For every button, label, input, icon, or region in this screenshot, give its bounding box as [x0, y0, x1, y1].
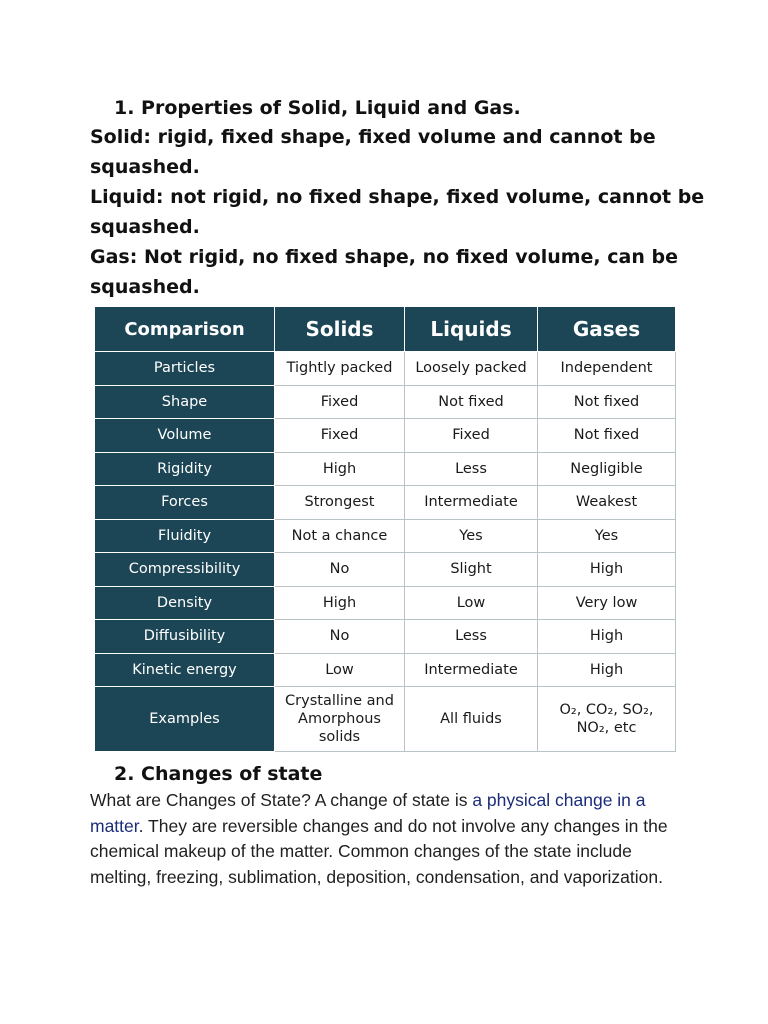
- cell-examples-liquids: All fluids: [405, 687, 538, 752]
- table-row: [95, 586, 676, 620]
- table-row: [95, 620, 676, 654]
- row-label: Diffusibility: [95, 620, 275, 654]
- table-cell: Tightly packed: [275, 352, 405, 386]
- table-cell: Not fixed: [538, 385, 676, 419]
- gas-description: Gas: Not rigid, no fixed shape, no fixed volume, can be squashed.: [90, 246, 678, 298]
- table-cell: Not fixed: [538, 419, 676, 453]
- table-row: [95, 653, 676, 687]
- table-row: [95, 553, 676, 587]
- cell-examples-solids: Crystalline and Amorphous solids: [275, 687, 405, 752]
- table-cell: Yes: [538, 519, 676, 553]
- table-row: [95, 486, 676, 520]
- table-cell: Loosely packed: [405, 352, 538, 386]
- table-row: [95, 452, 676, 486]
- table-header-row: [95, 307, 676, 352]
- row-label: Particles: [95, 352, 275, 386]
- table-cell: High: [275, 452, 405, 486]
- row-label: Volume: [95, 419, 275, 453]
- table-row: [95, 419, 676, 453]
- table-cell: No: [275, 620, 405, 654]
- table-cell: Fixed: [275, 419, 405, 453]
- comparison-table: [94, 306, 676, 752]
- table-cell: Yes: [405, 519, 538, 553]
- table-cell: High: [538, 653, 676, 687]
- table-row: [95, 385, 676, 419]
- table-cell: High: [538, 553, 676, 587]
- table-row: [95, 519, 676, 553]
- examples-gases-line1: O₂, CO₂, SO₂,: [559, 702, 654, 718]
- row-label-examples: Examples: [95, 687, 275, 752]
- row-label: Rigidity: [95, 452, 275, 486]
- table-cell: Low: [405, 586, 538, 620]
- table-cell: Weakest: [538, 486, 676, 520]
- table-cell: Fixed: [405, 419, 538, 453]
- cell-examples-gases: [538, 687, 676, 752]
- changes-of-state-paragraph: [90, 788, 690, 890]
- liquid-description: Liquid: not rigid, no fixed shape, fixed volume, cannot be squashed.: [90, 186, 705, 238]
- header-liquids: Liquids: [405, 307, 538, 352]
- section-heading-properties: 1. Properties of Solid, Liquid and Gas.: [114, 97, 521, 119]
- table-cell: Low: [275, 653, 405, 687]
- paragraph-text-end: . They are reversible changes and do not involve any changes in the chemical makeup of the matter. Common changes of the state include melting, freezing, sublimation, deposition, condensation, and vaporization.: [90, 815, 668, 887]
- section-heading-changes-of-state: 2. Changes of state: [114, 763, 323, 785]
- table-cell: Less: [405, 620, 538, 654]
- table-cell: No: [275, 553, 405, 587]
- properties-summary: [90, 122, 710, 302]
- paragraph-text-start: What are Changes of State? A change of state is: [90, 790, 473, 810]
- table-cell: Slight: [405, 553, 538, 587]
- table-cell: Strongest: [275, 486, 405, 520]
- table-cell: Independent: [538, 352, 676, 386]
- row-label: Forces: [95, 486, 275, 520]
- table-row-examples: [95, 687, 676, 752]
- header-comparison: Comparison: [95, 307, 275, 352]
- table-cell: Fixed: [275, 385, 405, 419]
- row-label: Kinetic energy: [95, 653, 275, 687]
- table-cell: Not a chance: [275, 519, 405, 553]
- physical-change-link[interactable]: a physical change in a matter: [90, 790, 646, 836]
- examples-gases-line2: NO₂, etc: [576, 720, 637, 736]
- table-cell: Intermediate: [405, 486, 538, 520]
- table-cell: Not fixed: [405, 385, 538, 419]
- row-label: Compressibility: [95, 553, 275, 587]
- solid-description: Solid: rigid, fixed shape, fixed volume and cannot be squashed.: [90, 126, 656, 178]
- row-label: Fluidity: [95, 519, 275, 553]
- table-cell: Very low: [538, 586, 676, 620]
- header-solids: Solids: [275, 307, 405, 352]
- row-label: Shape: [95, 385, 275, 419]
- table-cell: High: [275, 586, 405, 620]
- table-cell: Less: [405, 452, 538, 486]
- row-label: Density: [95, 586, 275, 620]
- table-cell: Negligible: [538, 452, 676, 486]
- table-cell: High: [538, 620, 676, 654]
- table-cell: Intermediate: [405, 653, 538, 687]
- header-gases: Gases: [538, 307, 676, 352]
- table-row: [95, 352, 676, 386]
